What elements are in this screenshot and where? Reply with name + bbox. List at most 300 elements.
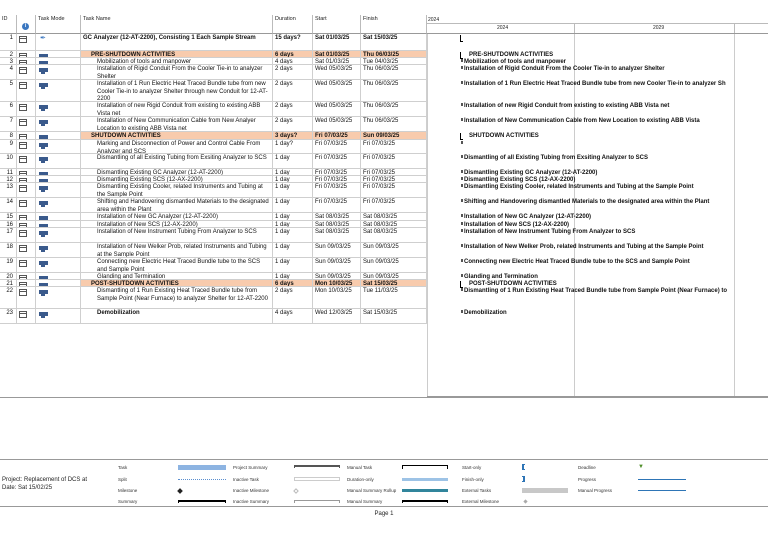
legend-progress-line bbox=[638, 479, 686, 480]
task-duration[interactable]: 1 day bbox=[273, 213, 313, 220]
table-row[interactable] bbox=[0, 140, 427, 154]
task-mode-cell[interactable] bbox=[36, 169, 81, 175]
header-finish[interactable]: Finish bbox=[361, 15, 427, 34]
task-duration[interactable]: 2 days bbox=[273, 117, 313, 131]
task-id[interactable]: 20 bbox=[0, 273, 17, 279]
project-info bbox=[2, 476, 87, 492]
task-name[interactable]: Shifting and Handovering dismantled Materials to the designated area within the Plant bbox=[81, 198, 273, 212]
task-mode-cell[interactable] bbox=[36, 80, 81, 101]
task-indicator-cell bbox=[17, 140, 36, 153]
table-row[interactable] bbox=[0, 132, 427, 140]
task-finish[interactable]: Sun 09/03/25 bbox=[361, 243, 427, 257]
task-start[interactable]: Sun 09/03/25 bbox=[313, 243, 361, 257]
legend-manual-task: Manual Task bbox=[347, 465, 373, 470]
task-name[interactable]: Installation of Rigid Conduit From the Cooler Tie-in to analyzer Shelter bbox=[81, 65, 273, 79]
task-indicator-cell bbox=[17, 117, 36, 131]
legend bbox=[0, 459, 768, 507]
auto-schedule-icon bbox=[39, 179, 48, 182]
task-id[interactable]: 13 bbox=[0, 183, 17, 197]
task-id[interactable]: 17 bbox=[0, 228, 17, 242]
task-start[interactable]: Wed 05/03/25 bbox=[313, 65, 361, 79]
task-duration[interactable]: 1 day bbox=[273, 198, 313, 212]
gantt-task-label: Installation of new Rigid Conduit from existing to existing ABB Vista net bbox=[464, 103, 670, 109]
task-name[interactable]: Dismantling Existing SCS (12-AX-2200) bbox=[81, 176, 273, 182]
legend-manual-summary-rollup: Manual Summary Rollup bbox=[347, 488, 397, 493]
gantt-task-label: Demobilization bbox=[464, 310, 507, 316]
task-indicator-cell bbox=[17, 221, 36, 227]
legend-project-summary: Project Summary bbox=[233, 465, 268, 470]
task-indicator-cell bbox=[17, 51, 36, 57]
table-row[interactable] bbox=[0, 51, 427, 58]
table-row[interactable] bbox=[0, 117, 427, 132]
task-indicator-cell bbox=[17, 34, 36, 50]
gantt-task-mark bbox=[461, 177, 463, 180]
header-id[interactable]: ID bbox=[0, 15, 17, 34]
task-finish[interactable]: Thu 06/03/25 bbox=[361, 51, 427, 57]
task-mode-cell[interactable] bbox=[36, 65, 81, 79]
header-mode[interactable]: Task Mode bbox=[36, 15, 81, 34]
gantt-task-label: Glanding and Termination bbox=[464, 274, 538, 280]
task-id[interactable]: 8 bbox=[0, 132, 17, 139]
table-row[interactable] bbox=[0, 273, 427, 280]
task-indicator-cell bbox=[17, 198, 36, 212]
task-start[interactable]: Wed 05/03/25 bbox=[313, 80, 361, 101]
legend-inactive-milestone-diamond bbox=[293, 488, 299, 494]
task-mode-cell[interactable] bbox=[36, 176, 81, 182]
gantt-task-label: Installation of New SCS (12-AX-2200) bbox=[464, 222, 570, 228]
legend-manual-task-bar bbox=[402, 465, 448, 469]
table-row[interactable] bbox=[0, 80, 427, 102]
legend-start-only-mark bbox=[522, 464, 525, 470]
task-mode-cell[interactable] bbox=[36, 309, 81, 323]
task-name[interactable]: Dismantling Existing Cooler, related Instruments and Tubing at the Sample Point bbox=[81, 183, 273, 197]
legend-manual-progress: Manual Progress bbox=[578, 488, 613, 493]
table-row[interactable] bbox=[0, 102, 427, 117]
task-duration[interactable]: 1 day bbox=[273, 183, 313, 197]
task-id[interactable]: 1 bbox=[0, 34, 17, 50]
task-finish[interactable]: Sun 09/03/25 bbox=[361, 273, 427, 279]
auto-schedule-icon bbox=[39, 54, 48, 57]
timeline-year-a: 2024 bbox=[497, 25, 509, 31]
auto-schedule-icon bbox=[39, 61, 48, 64]
legend-progress: Progress bbox=[578, 477, 597, 482]
task-start[interactable]: Fri 07/03/25 bbox=[313, 140, 361, 153]
task-name[interactable]: Installation of New Instrument Tubing From Analyzer to SCS bbox=[81, 228, 273, 242]
pin-icon: ✒ bbox=[40, 35, 46, 42]
task-id[interactable]: 9 bbox=[0, 140, 17, 153]
task-finish[interactable]: Tue 11/03/25 bbox=[361, 287, 427, 308]
task-start[interactable]: Sat 01/03/25 bbox=[313, 51, 361, 57]
task-name[interactable]: Installation of New Communication Cable from New Analyer Location to existing ABB Vista net bbox=[81, 117, 273, 131]
table-row[interactable] bbox=[0, 58, 427, 65]
task-duration[interactable]: 2 days bbox=[273, 65, 313, 79]
task-start[interactable]: Wed 05/03/25 bbox=[313, 102, 361, 116]
gantt-task-label: POST-SHUTDOWN ACTIVITIES bbox=[469, 281, 557, 287]
task-duration[interactable]: 1 day bbox=[273, 243, 313, 257]
task-id[interactable]: 4 bbox=[0, 65, 17, 79]
calendar-icon bbox=[19, 215, 27, 220]
calendar-icon bbox=[19, 245, 27, 252]
task-start[interactable]: Fri 07/03/25 bbox=[313, 132, 361, 139]
legend-external-milestone: External Milestone bbox=[462, 499, 500, 504]
task-finish[interactable]: Thu 06/03/25 bbox=[361, 80, 427, 101]
task-mode-cell[interactable] bbox=[36, 154, 81, 168]
calendar-icon bbox=[19, 60, 27, 64]
task-indicator-cell bbox=[17, 280, 36, 286]
table-row[interactable] bbox=[0, 176, 427, 183]
deadline-arrow-icon: ▼ bbox=[638, 464, 644, 470]
calendar-icon bbox=[19, 260, 27, 267]
project-date: Date: Sat 15/02/25 bbox=[2, 485, 53, 491]
task-indicator-cell bbox=[17, 154, 36, 168]
auto-schedule-icon bbox=[39, 83, 48, 87]
task-id[interactable]: 14 bbox=[0, 198, 17, 212]
task-mode-cell[interactable] bbox=[36, 58, 81, 64]
legend-manual-summary: Manual Summary bbox=[347, 499, 383, 504]
task-finish[interactable]: Sat 15/03/25 bbox=[361, 34, 427, 50]
task-duration[interactable]: 1 day bbox=[273, 273, 313, 279]
calendar-icon bbox=[19, 119, 27, 126]
legend-finish-only: Finish-only bbox=[462, 477, 484, 482]
table-row[interactable] bbox=[0, 213, 427, 221]
legend-inactive-summary: Inactive Summary bbox=[233, 499, 270, 504]
table-row[interactable] bbox=[0, 280, 427, 287]
legend-manual-summary-bar bbox=[402, 500, 448, 503]
task-mode-cell[interactable] bbox=[36, 51, 81, 57]
task-duration[interactable]: 2 days bbox=[273, 287, 313, 308]
task-finish[interactable]: Thu 06/03/25 bbox=[361, 102, 427, 116]
gantt-task-mark bbox=[461, 81, 463, 84]
task-duration[interactable]: 4 days bbox=[273, 58, 313, 64]
auto-schedule-icon bbox=[39, 105, 48, 109]
task-indicator-cell bbox=[17, 273, 36, 279]
task-finish[interactable]: Sat 08/03/25 bbox=[361, 221, 427, 227]
task-mode-cell[interactable] bbox=[36, 117, 81, 131]
task-start[interactable]: Sat 08/03/25 bbox=[313, 228, 361, 242]
task-start[interactable]: Sun 09/03/25 bbox=[313, 273, 361, 279]
legend-external-tasks-bar bbox=[522, 488, 568, 493]
task-mode-cell[interactable] bbox=[36, 228, 81, 242]
legend-project-summary-bar bbox=[294, 465, 340, 468]
task-mode-cell[interactable] bbox=[36, 183, 81, 197]
auto-schedule-icon bbox=[39, 143, 48, 147]
auto-schedule-icon bbox=[39, 231, 48, 235]
task-indicator-cell bbox=[17, 58, 36, 64]
gantt-summary-mark bbox=[460, 133, 463, 140]
page-footer: Page 1 bbox=[374, 511, 394, 517]
table-row[interactable] bbox=[0, 258, 427, 273]
calendar-icon bbox=[19, 311, 27, 318]
task-finish[interactable]: Sun 09/03/25 bbox=[361, 258, 427, 272]
task-name[interactable]: Marking and Disconnection of Power and Control Cable From Analyzer and SCS bbox=[81, 140, 273, 153]
task-indicator-cell bbox=[17, 258, 36, 272]
legend-milestone: Milestone bbox=[118, 488, 138, 493]
auto-schedule-icon bbox=[39, 216, 48, 220]
task-mode-cell[interactable] bbox=[36, 132, 81, 139]
gantt-task-mark bbox=[461, 222, 463, 225]
task-duration[interactable]: 1 day bbox=[273, 176, 313, 182]
gantt-task-label: Installation of New GC Analyzer (12-AT-2200) bbox=[464, 214, 592, 220]
gantt-task-mark bbox=[461, 118, 463, 121]
table-row[interactable] bbox=[0, 228, 427, 243]
calendar-icon bbox=[19, 185, 27, 192]
legend-summary-bar bbox=[178, 500, 226, 503]
table-row[interactable] bbox=[0, 198, 427, 213]
task-id[interactable]: 18 bbox=[0, 243, 17, 257]
task-finish[interactable]: Fri 07/03/25 bbox=[361, 183, 427, 197]
task-finish[interactable]: Tue 04/03/25 bbox=[361, 58, 427, 64]
task-indicator-cell bbox=[17, 65, 36, 79]
auto-schedule-icon bbox=[39, 224, 48, 227]
task-mode-cell[interactable] bbox=[36, 221, 81, 227]
task-finish[interactable]: Sat 15/03/25 bbox=[361, 280, 427, 286]
calendar-icon bbox=[19, 134, 27, 139]
task-name[interactable]: Installation of New Welker Prob, related Instruments and Tubing at the Sample Point bbox=[81, 243, 273, 257]
table-row[interactable] bbox=[0, 169, 427, 176]
task-finish[interactable]: Sat 15/03/25 bbox=[361, 309, 427, 323]
task-duration[interactable]: 6 days bbox=[273, 51, 313, 57]
task-mode-cell[interactable] bbox=[36, 243, 81, 257]
legend-external-milestone-diamond bbox=[523, 499, 527, 503]
gantt-chart bbox=[427, 34, 768, 397]
table-row[interactable] bbox=[0, 221, 427, 228]
task-id[interactable]: 12 bbox=[0, 176, 17, 182]
task-duration[interactable]: 1 day bbox=[273, 169, 313, 175]
calendar-icon bbox=[19, 67, 27, 74]
gantt-task-label: Installation of New Communication Cable from New Location to existing ABB Vista bbox=[464, 118, 700, 124]
task-start[interactable]: Fri 07/03/25 bbox=[313, 198, 361, 212]
table-row[interactable] bbox=[0, 287, 427, 309]
legend-inactive-task-bar bbox=[294, 477, 340, 481]
table-row[interactable] bbox=[0, 65, 427, 80]
task-id[interactable]: 2 bbox=[0, 51, 17, 57]
task-name[interactable]: POST-SHUTDOWN ACTIVITIES bbox=[81, 280, 273, 286]
legend-inactive-summary-bar bbox=[294, 500, 340, 503]
legend-task-bar bbox=[178, 465, 226, 470]
gantt-task-mark bbox=[461, 259, 463, 262]
task-id[interactable]: 16 bbox=[0, 221, 17, 227]
task-id[interactable]: 11 bbox=[0, 169, 17, 175]
task-mode-cell[interactable] bbox=[36, 273, 81, 279]
calendar-icon bbox=[19, 200, 27, 207]
task-name[interactable]: Dismantling Existing GC Analyzer (12-AT-2200) bbox=[81, 169, 273, 175]
gantt-task-mark bbox=[461, 155, 463, 158]
task-start[interactable]: Mon 10/03/25 bbox=[313, 287, 361, 308]
header-task-name[interactable]: Task Name bbox=[81, 15, 273, 34]
gantt-summary-mark bbox=[460, 281, 463, 288]
task-duration[interactable]: 3 days? bbox=[273, 132, 313, 139]
auto-schedule-icon bbox=[39, 261, 48, 265]
task-name[interactable]: Mobilization of tools and manpower bbox=[81, 58, 273, 64]
project-name: Project: Replacement of DCS at bbox=[2, 477, 88, 483]
gantt-task-label: Dismantling of all Existing Tubing from Exsiting Analyzer to SCS bbox=[464, 155, 649, 161]
task-finish[interactable]: Fri 07/03/25 bbox=[361, 169, 427, 175]
header-duration[interactable]: Duration bbox=[273, 15, 313, 34]
task-duration[interactable]: 1 day bbox=[273, 221, 313, 227]
header-indicators[interactable] bbox=[17, 15, 36, 34]
gantt-task-mark bbox=[461, 199, 463, 202]
header-start[interactable]: Start bbox=[313, 15, 361, 34]
task-indicator-cell bbox=[17, 132, 36, 139]
task-name[interactable]: Connecting new Electric Heat Traced Bundle tube to the SCS and Sample Point bbox=[81, 258, 273, 272]
task-mode-cell[interactable] bbox=[36, 287, 81, 308]
gantt-task-mark bbox=[461, 59, 463, 62]
task-mode-cell[interactable] bbox=[36, 140, 81, 153]
task-duration[interactable]: 15 days? bbox=[273, 34, 313, 50]
gantt-task-mark bbox=[461, 103, 463, 106]
task-id[interactable]: 19 bbox=[0, 258, 17, 272]
calendar-icon bbox=[19, 282, 27, 286]
gantt-task-mark bbox=[461, 141, 463, 144]
auto-schedule-icon bbox=[39, 135, 48, 139]
legend-manual-progress-line bbox=[638, 490, 686, 491]
task-indicator-cell bbox=[17, 169, 36, 175]
task-name[interactable]: Glanding and Termination bbox=[81, 273, 273, 279]
task-id[interactable]: 5 bbox=[0, 80, 17, 101]
table-row[interactable] bbox=[0, 309, 427, 324]
timeline-year-b: 2029 bbox=[653, 25, 665, 31]
task-indicator-cell bbox=[17, 176, 36, 182]
task-start[interactable]: Fri 07/03/25 bbox=[313, 169, 361, 175]
table-row[interactable] bbox=[0, 243, 427, 258]
auto-schedule-icon bbox=[39, 172, 48, 175]
task-duration[interactable]: 2 days bbox=[273, 102, 313, 116]
timeline-header bbox=[427, 15, 768, 34]
task-indicator-cell bbox=[17, 309, 36, 323]
task-id[interactable]: 6 bbox=[0, 102, 17, 116]
task-mode-cell[interactable] bbox=[36, 34, 81, 50]
task-name[interactable]: Installation of New GC Analyzer (12-AT-2200) bbox=[81, 213, 273, 220]
calendar-icon bbox=[19, 156, 27, 163]
task-id[interactable]: 15 bbox=[0, 213, 17, 220]
auto-schedule-icon bbox=[39, 157, 48, 161]
task-mode-cell[interactable] bbox=[36, 198, 81, 212]
task-duration[interactable]: 1 day bbox=[273, 154, 313, 168]
auto-schedule-icon bbox=[39, 186, 48, 190]
calendar-icon bbox=[19, 53, 27, 57]
task-name[interactable]: Installation of New SCS (12-AX-2200) bbox=[81, 221, 273, 227]
gantt-task-mark bbox=[461, 274, 463, 277]
task-start[interactable]: Sat 08/03/25 bbox=[313, 221, 361, 227]
gantt-task-mark bbox=[461, 184, 463, 187]
table-row[interactable] bbox=[0, 34, 427, 51]
table-row[interactable] bbox=[0, 154, 427, 169]
task-finish[interactable]: Sat 08/03/25 bbox=[361, 213, 427, 220]
gantt-task-label: PRE-SHUTDOWN ACTIVITIES bbox=[469, 52, 554, 58]
task-start[interactable]: Fri 07/03/25 bbox=[313, 154, 361, 168]
task-start[interactable]: Wed 12/03/25 bbox=[313, 309, 361, 323]
task-indicator-cell bbox=[17, 243, 36, 257]
task-id[interactable]: 7 bbox=[0, 117, 17, 131]
task-name[interactable]: Installation of new Rigid Conduit from existing to existing ABB Vista net bbox=[81, 102, 273, 116]
task-finish[interactable]: Thu 06/03/25 bbox=[361, 117, 427, 131]
task-finish[interactable]: Thu 06/03/25 bbox=[361, 65, 427, 79]
gantt-task-label: SHUTDOWN ACTIVITIES bbox=[469, 133, 539, 139]
task-finish[interactable]: Fri 07/03/25 bbox=[361, 176, 427, 182]
task-finish[interactable]: Sat 08/03/25 bbox=[361, 228, 427, 242]
gantt-task-label: Shifting and Handovering dismantled Materials to the designated area within the Plant bbox=[464, 199, 710, 205]
calendar-icon bbox=[19, 289, 27, 296]
legend-deadline: Deadline bbox=[578, 465, 596, 470]
gantt-summary-mark bbox=[460, 52, 463, 59]
task-mode-cell[interactable] bbox=[36, 280, 81, 286]
auto-schedule-icon bbox=[39, 290, 48, 294]
gantt-task-label: Dismantling Existing GC Analyzer (12-AT-2200) bbox=[464, 170, 598, 176]
calendar-icon bbox=[19, 275, 27, 279]
gantt-task-mark bbox=[461, 170, 463, 173]
task-duration[interactable]: 1 day? bbox=[273, 140, 313, 153]
info-icon: i bbox=[22, 23, 29, 30]
calendar-icon bbox=[19, 82, 27, 89]
task-id[interactable]: 23 bbox=[0, 309, 17, 323]
task-start[interactable]: Fri 07/03/25 bbox=[313, 183, 361, 197]
task-start[interactable]: Sat 01/03/25 bbox=[313, 58, 361, 64]
gantt-task-mark bbox=[461, 288, 463, 291]
task-name[interactable]: Demobilization bbox=[81, 309, 273, 323]
legend-summary: Summary bbox=[118, 499, 138, 504]
timeline-top-year: 2024 bbox=[428, 17, 440, 23]
task-duration[interactable]: 6 days bbox=[273, 280, 313, 286]
task-name[interactable]: GC Analyzer (12-AT-2200), Consisting 1 Each Sample Stream bbox=[81, 34, 273, 50]
legend-milestone-diamond bbox=[177, 488, 183, 494]
gantt-task-label: Connecting new Electric Heat Traced Bundle tube to the SCS and Sample Point bbox=[464, 259, 690, 265]
task-start[interactable]: Sat 08/03/25 bbox=[313, 213, 361, 220]
calendar-icon bbox=[19, 36, 27, 43]
task-id[interactable]: 3 bbox=[0, 58, 17, 64]
task-mode-cell[interactable] bbox=[36, 213, 81, 220]
gantt-summary-mark bbox=[460, 35, 463, 42]
gantt-task-label: Installation of 1 Run Electric Heat Traced Bundle tube from new Cooler Tie-in to analyzer Sh bbox=[464, 81, 726, 87]
task-duration[interactable]: 4 days bbox=[273, 309, 313, 323]
task-name[interactable]: Dismantling of 1 Run Existing Heat Traced Bundle tube from Sample Point (Near Furnace) to analyzer Shelter for 12-AT-2200 bbox=[81, 287, 273, 308]
task-start[interactable]: Wed 05/03/25 bbox=[313, 117, 361, 131]
task-finish[interactable]: Fri 07/03/25 bbox=[361, 198, 427, 212]
task-finish[interactable]: Fri 07/03/25 bbox=[361, 154, 427, 168]
gantt-task-label: Installation of New Instrument Tubing From Analyzer to SCS bbox=[464, 229, 636, 235]
task-id[interactable]: 10 bbox=[0, 154, 17, 168]
gantt-task-mark bbox=[461, 244, 463, 247]
task-finish[interactable]: Sun 09/03/25 bbox=[361, 132, 427, 139]
auto-schedule-icon bbox=[39, 312, 48, 316]
task-finish[interactable]: Fri 07/03/25 bbox=[361, 140, 427, 153]
task-mode-cell[interactable] bbox=[36, 258, 81, 272]
task-start[interactable]: Sun 09/03/25 bbox=[313, 258, 361, 272]
task-duration[interactable]: 2 days bbox=[273, 80, 313, 101]
task-name[interactable]: Installation of 1 Run Electric Heat Traced Bundle tube from new Cooler Tie-in to analyzer Shelter through new Conduit for 12-AT-2200 bbox=[81, 80, 273, 101]
legend-inactive-task: Inactive Task bbox=[233, 477, 259, 482]
task-name[interactable]: SHUTDOWN ACTIVITIES bbox=[81, 132, 273, 139]
calendar-icon bbox=[19, 223, 27, 227]
task-start[interactable]: Sat 01/03/25 bbox=[313, 34, 361, 50]
task-duration[interactable]: 1 day bbox=[273, 228, 313, 242]
task-mode-cell[interactable] bbox=[36, 102, 81, 116]
task-start[interactable]: Mon 10/03/25 bbox=[313, 280, 361, 286]
legend-duration-only-bar bbox=[402, 478, 448, 481]
legend-external-tasks: External Tasks bbox=[462, 488, 492, 493]
auto-schedule-icon bbox=[39, 276, 48, 279]
task-id[interactable]: 21 bbox=[0, 280, 17, 286]
table-row[interactable] bbox=[0, 183, 427, 198]
legend-duration-only: Duration-only bbox=[347, 477, 374, 482]
gantt-task-label: Installation of Rigid Conduit From the Cooler Tie-in to analyzer Shelter bbox=[464, 66, 665, 72]
task-id[interactable]: 22 bbox=[0, 287, 17, 308]
task-name[interactable]: PRE-SHUTDOWN ACTIVITIES bbox=[81, 51, 273, 57]
task-name[interactable]: Dismantling of all Existing Tubing from Exsiting Analyzer to SCS bbox=[81, 154, 273, 168]
gantt-task-label: Mobilization of tools and manpower bbox=[464, 59, 566, 65]
task-start[interactable]: Fri 07/03/25 bbox=[313, 176, 361, 182]
task-indicator-cell bbox=[17, 102, 36, 116]
task-duration[interactable]: 1 day bbox=[273, 258, 313, 272]
